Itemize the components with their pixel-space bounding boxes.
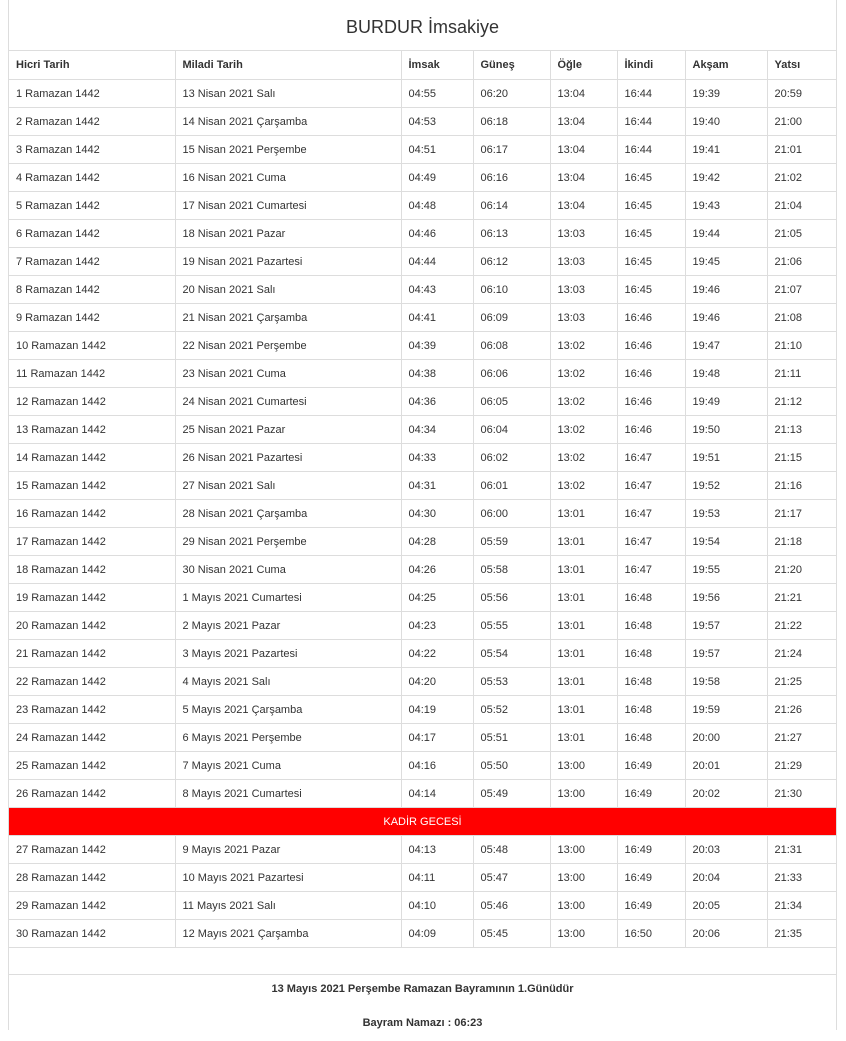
cell-imsak: 04:39 (401, 332, 473, 360)
cell-aksam: 19:46 (685, 276, 767, 304)
cell-ikindi: 16:45 (617, 192, 685, 220)
cell-ogle: 13:04 (550, 80, 617, 108)
cell-imsak: 04:09 (401, 920, 473, 948)
cell-aksam: 20:06 (685, 920, 767, 948)
cell-yatsi: 21:11 (767, 360, 836, 388)
cell-ikindi: 16:47 (617, 500, 685, 528)
cell-yatsi: 21:29 (767, 752, 836, 780)
cell-ogle: 13:02 (550, 360, 617, 388)
cell-miladi: 29 Nisan 2021 Perşembe (175, 528, 401, 556)
cell-hicri: 10 Ramazan 1442 (9, 332, 175, 360)
cell-imsak: 04:11 (401, 864, 473, 892)
table-row (9, 780, 836, 808)
cell-miladi: 20 Nisan 2021 Salı (175, 276, 401, 304)
cell-miladi: 23 Nisan 2021 Cuma (175, 360, 401, 388)
cell-miladi: 15 Nisan 2021 Perşembe (175, 136, 401, 164)
cell-hicri: 12 Ramazan 1442 (9, 388, 175, 416)
cell-aksam: 20:04 (685, 864, 767, 892)
cell-ikindi: 16:49 (617, 752, 685, 780)
imsakiye-container (8, 0, 837, 1030)
cell-yatsi: 21:35 (767, 920, 836, 948)
cell-gunes: 05:45 (473, 920, 550, 948)
cell-miladi: 19 Nisan 2021 Pazartesi (175, 248, 401, 276)
cell-gunes: 06:00 (473, 500, 550, 528)
cell-yatsi: 21:30 (767, 780, 836, 808)
table-row (9, 892, 836, 920)
cell-gunes: 06:20 (473, 80, 550, 108)
cell-ikindi: 16:46 (617, 388, 685, 416)
cell-yatsi: 21:05 (767, 220, 836, 248)
cell-aksam: 19:52 (685, 472, 767, 500)
cell-hicri: 24 Ramazan 1442 (9, 724, 175, 752)
cell-yatsi: 21:02 (767, 164, 836, 192)
cell-hicri: 5 Ramazan 1442 (9, 192, 175, 220)
table-row (9, 724, 836, 752)
cell-aksam: 19:51 (685, 444, 767, 472)
cell-miladi: 9 Mayıs 2021 Pazar (175, 836, 401, 864)
table-row (9, 108, 836, 136)
cell-imsak: 04:23 (401, 612, 473, 640)
cell-aksam: 20:02 (685, 780, 767, 808)
cell-ikindi: 16:47 (617, 556, 685, 584)
cell-ogle: 13:03 (550, 304, 617, 332)
cell-yatsi: 21:12 (767, 388, 836, 416)
cell-yatsi: 21:06 (767, 248, 836, 276)
cell-aksam: 19:47 (685, 332, 767, 360)
cell-gunes: 06:04 (473, 416, 550, 444)
cell-imsak: 04:36 (401, 388, 473, 416)
cell-ogle: 13:01 (550, 612, 617, 640)
cell-hicri: 4 Ramazan 1442 (9, 164, 175, 192)
cell-imsak: 04:53 (401, 108, 473, 136)
cell-ikindi: 16:47 (617, 528, 685, 556)
cell-aksam: 20:05 (685, 892, 767, 920)
cell-imsak: 04:46 (401, 220, 473, 248)
cell-imsak: 04:41 (401, 304, 473, 332)
cell-imsak: 04:14 (401, 780, 473, 808)
cell-hicri: 22 Ramazan 1442 (9, 668, 175, 696)
cell-ogle: 13:02 (550, 416, 617, 444)
header-hicri: Hicri Tarih (9, 51, 175, 80)
table-row (9, 360, 836, 388)
table-body-second (9, 836, 836, 948)
cell-miladi: 14 Nisan 2021 Çarşamba (175, 108, 401, 136)
cell-gunes: 06:10 (473, 276, 550, 304)
cell-aksam: 19:44 (685, 220, 767, 248)
cell-yatsi: 21:25 (767, 668, 836, 696)
cell-hicri: 19 Ramazan 1442 (9, 584, 175, 612)
cell-imsak: 04:31 (401, 472, 473, 500)
cell-ogle: 13:01 (550, 528, 617, 556)
cell-miladi: 10 Mayıs 2021 Pazartesi (175, 864, 401, 892)
table-row (9, 164, 836, 192)
cell-yatsi: 21:33 (767, 864, 836, 892)
header-ikindi: İkindi (617, 51, 685, 80)
cell-gunes: 05:51 (473, 724, 550, 752)
cell-hicri: 29 Ramazan 1442 (9, 892, 175, 920)
cell-hicri: 23 Ramazan 1442 (9, 696, 175, 724)
table-row (9, 752, 836, 780)
cell-ikindi: 16:48 (617, 696, 685, 724)
cell-imsak: 04:48 (401, 192, 473, 220)
cell-yatsi: 21:10 (767, 332, 836, 360)
cell-ogle: 13:01 (550, 500, 617, 528)
cell-hicri: 27 Ramazan 1442 (9, 836, 175, 864)
cell-ikindi: 16:44 (617, 136, 685, 164)
table-header-row (9, 51, 836, 80)
cell-miladi: 21 Nisan 2021 Çarşamba (175, 304, 401, 332)
cell-hicri: 7 Ramazan 1442 (9, 248, 175, 276)
cell-aksam: 19:56 (685, 584, 767, 612)
header-ogle: Öğle (550, 51, 617, 80)
cell-imsak: 04:22 (401, 640, 473, 668)
cell-gunes: 06:05 (473, 388, 550, 416)
cell-hicri: 13 Ramazan 1442 (9, 416, 175, 444)
cell-ogle: 13:01 (550, 696, 617, 724)
cell-aksam: 19:45 (685, 248, 767, 276)
cell-miladi: 30 Nisan 2021 Cuma (175, 556, 401, 584)
cell-ikindi: 16:46 (617, 304, 685, 332)
cell-gunes: 06:08 (473, 332, 550, 360)
cell-ikindi: 16:48 (617, 724, 685, 752)
cell-aksam: 20:03 (685, 836, 767, 864)
cell-hicri: 11 Ramazan 1442 (9, 360, 175, 388)
page-title: BURDUR İmsakiye (9, 0, 836, 51)
cell-ogle: 13:02 (550, 472, 617, 500)
cell-miladi: 18 Nisan 2021 Pazar (175, 220, 401, 248)
table-row (9, 80, 836, 108)
cell-ogle: 13:04 (550, 164, 617, 192)
cell-ogle: 13:01 (550, 668, 617, 696)
cell-miladi: 27 Nisan 2021 Salı (175, 472, 401, 500)
cell-gunes: 06:06 (473, 360, 550, 388)
cell-imsak: 04:34 (401, 416, 473, 444)
cell-hicri: 2 Ramazan 1442 (9, 108, 175, 136)
cell-ogle: 13:00 (550, 864, 617, 892)
table-row (9, 332, 836, 360)
cell-yatsi: 21:34 (767, 892, 836, 920)
cell-ogle: 13:04 (550, 192, 617, 220)
cell-gunes: 06:02 (473, 444, 550, 472)
cell-hicri: 28 Ramazan 1442 (9, 864, 175, 892)
cell-aksam: 19:42 (685, 164, 767, 192)
cell-hicri: 16 Ramazan 1442 (9, 500, 175, 528)
cell-hicri: 17 Ramazan 1442 (9, 528, 175, 556)
table-row (9, 276, 836, 304)
table-spacer (9, 948, 836, 975)
cell-imsak: 04:28 (401, 528, 473, 556)
cell-imsak: 04:10 (401, 892, 473, 920)
table-row (9, 696, 836, 724)
cell-ogle: 13:00 (550, 892, 617, 920)
cell-imsak: 04:55 (401, 80, 473, 108)
cell-gunes: 06:12 (473, 248, 550, 276)
cell-aksam: 19:57 (685, 640, 767, 668)
header-aksam: Akşam (685, 51, 767, 80)
cell-yatsi: 21:31 (767, 836, 836, 864)
cell-ikindi: 16:47 (617, 444, 685, 472)
cell-ogle: 13:00 (550, 780, 617, 808)
cell-gunes: 05:47 (473, 864, 550, 892)
cell-ogle: 13:03 (550, 220, 617, 248)
cell-yatsi: 21:20 (767, 556, 836, 584)
cell-ogle: 13:03 (550, 248, 617, 276)
cell-imsak: 04:44 (401, 248, 473, 276)
table-row (9, 556, 836, 584)
cell-ikindi: 16:48 (617, 612, 685, 640)
cell-gunes: 05:55 (473, 612, 550, 640)
table-row (9, 668, 836, 696)
table-body-first (9, 80, 836, 808)
cell-ikindi: 16:49 (617, 864, 685, 892)
cell-aksam: 19:55 (685, 556, 767, 584)
cell-gunes: 06:13 (473, 220, 550, 248)
cell-gunes: 05:46 (473, 892, 550, 920)
cell-gunes: 05:50 (473, 752, 550, 780)
table-row (9, 416, 836, 444)
cell-imsak: 04:49 (401, 164, 473, 192)
cell-yatsi: 21:18 (767, 528, 836, 556)
cell-yatsi: 20:59 (767, 80, 836, 108)
cell-imsak: 04:16 (401, 752, 473, 780)
cell-yatsi: 21:15 (767, 444, 836, 472)
cell-ikindi: 16:45 (617, 248, 685, 276)
cell-hicri: 15 Ramazan 1442 (9, 472, 175, 500)
cell-miladi: 4 Mayıs 2021 Salı (175, 668, 401, 696)
bayram-namazi-note: Bayram Namazı : 06:23 (362, 1017, 483, 1029)
cell-ogle: 13:02 (550, 444, 617, 472)
cell-aksam: 19:40 (685, 108, 767, 136)
cell-imsak: 04:33 (401, 444, 473, 472)
cell-hicri: 25 Ramazan 1442 (9, 752, 175, 780)
cell-ogle: 13:00 (550, 752, 617, 780)
cell-imsak: 04:30 (401, 500, 473, 528)
cell-ogle: 13:02 (550, 332, 617, 360)
cell-yatsi: 21:16 (767, 472, 836, 500)
table-row (9, 640, 836, 668)
table-row (9, 136, 836, 164)
cell-miladi: 28 Nisan 2021 Çarşamba (175, 500, 401, 528)
cell-ogle: 13:03 (550, 276, 617, 304)
cell-ogle: 13:04 (550, 108, 617, 136)
table-row (9, 192, 836, 220)
cell-yatsi: 21:01 (767, 136, 836, 164)
cell-yatsi: 21:21 (767, 584, 836, 612)
header-gunes: Güneş (473, 51, 550, 80)
cell-gunes: 06:14 (473, 192, 550, 220)
cell-ikindi: 16:46 (617, 332, 685, 360)
table-body-special (9, 808, 836, 836)
header-yatsi: Yatsı (767, 51, 836, 80)
cell-gunes: 06:17 (473, 136, 550, 164)
cell-hicri: 20 Ramazan 1442 (9, 612, 175, 640)
cell-ikindi: 16:48 (617, 584, 685, 612)
cell-gunes: 05:54 (473, 640, 550, 668)
cell-aksam: 20:01 (685, 752, 767, 780)
cell-imsak: 04:19 (401, 696, 473, 724)
cell-gunes: 05:53 (473, 668, 550, 696)
cell-hicri: 9 Ramazan 1442 (9, 304, 175, 332)
cell-hicri: 6 Ramazan 1442 (9, 220, 175, 248)
cell-imsak: 04:13 (401, 836, 473, 864)
cell-aksam: 19:39 (685, 80, 767, 108)
cell-miladi: 12 Mayıs 2021 Çarşamba (175, 920, 401, 948)
kadir-gecesi-row (9, 808, 836, 836)
table-row (9, 304, 836, 332)
cell-ogle: 13:04 (550, 136, 617, 164)
cell-miladi: 13 Nisan 2021 Salı (175, 80, 401, 108)
cell-gunes: 05:49 (473, 780, 550, 808)
cell-aksam: 19:43 (685, 192, 767, 220)
cell-miladi: 1 Mayıs 2021 Cumartesi (175, 584, 401, 612)
cell-ikindi: 16:47 (617, 472, 685, 500)
cell-aksam: 19:58 (685, 668, 767, 696)
header-miladi: Miladi Tarih (175, 51, 401, 80)
cell-ikindi: 16:45 (617, 164, 685, 192)
cell-miladi: 16 Nisan 2021 Cuma (175, 164, 401, 192)
cell-gunes: 05:56 (473, 584, 550, 612)
cell-yatsi: 21:24 (767, 640, 836, 668)
cell-ogle: 13:01 (550, 640, 617, 668)
table-row (9, 388, 836, 416)
header-imsak: İmsak (401, 51, 473, 80)
cell-aksam: 19:57 (685, 612, 767, 640)
cell-ikindi: 16:46 (617, 360, 685, 388)
cell-hicri: 14 Ramazan 1442 (9, 444, 175, 472)
cell-ikindi: 16:46 (617, 416, 685, 444)
cell-yatsi: 21:07 (767, 276, 836, 304)
cell-aksam: 19:49 (685, 388, 767, 416)
cell-gunes: 06:18 (473, 108, 550, 136)
cell-aksam: 19:50 (685, 416, 767, 444)
cell-yatsi: 21:13 (767, 416, 836, 444)
cell-imsak: 04:51 (401, 136, 473, 164)
cell-miladi: 2 Mayıs 2021 Pazar (175, 612, 401, 640)
cell-ikindi: 16:48 (617, 668, 685, 696)
cell-yatsi: 21:17 (767, 500, 836, 528)
cell-gunes: 06:01 (473, 472, 550, 500)
cell-ogle: 13:01 (550, 584, 617, 612)
table-row (9, 836, 836, 864)
cell-hicri: 18 Ramazan 1442 (9, 556, 175, 584)
cell-aksam: 19:48 (685, 360, 767, 388)
cell-gunes: 06:16 (473, 164, 550, 192)
cell-ikindi: 16:50 (617, 920, 685, 948)
cell-gunes: 05:58 (473, 556, 550, 584)
cell-ikindi: 16:44 (617, 80, 685, 108)
cell-ogle: 13:01 (550, 556, 617, 584)
cell-yatsi: 21:22 (767, 612, 836, 640)
cell-ogle: 13:01 (550, 724, 617, 752)
cell-imsak: 04:25 (401, 584, 473, 612)
cell-ogle: 13:00 (550, 836, 617, 864)
cell-gunes: 05:52 (473, 696, 550, 724)
cell-miladi: 8 Mayıs 2021 Cumartesi (175, 780, 401, 808)
cell-miladi: 11 Mayıs 2021 Salı (175, 892, 401, 920)
cell-imsak: 04:17 (401, 724, 473, 752)
cell-ikindi: 16:44 (617, 108, 685, 136)
cell-ikindi: 16:45 (617, 276, 685, 304)
kadir-gecesi-label: KADİR GECESİ (9, 808, 836, 836)
cell-aksam: 19:41 (685, 136, 767, 164)
cell-yatsi: 21:04 (767, 192, 836, 220)
cell-miladi: 3 Mayıs 2021 Pazartesi (175, 640, 401, 668)
cell-yatsi: 21:08 (767, 304, 836, 332)
table-row (9, 864, 836, 892)
cell-miladi: 26 Nisan 2021 Pazartesi (175, 444, 401, 472)
cell-hicri: 26 Ramazan 1442 (9, 780, 175, 808)
cell-gunes: 05:59 (473, 528, 550, 556)
cell-hicri: 8 Ramazan 1442 (9, 276, 175, 304)
table-row (9, 584, 836, 612)
cell-ogle: 13:02 (550, 388, 617, 416)
cell-miladi: 24 Nisan 2021 Cumartesi (175, 388, 401, 416)
cell-imsak: 04:38 (401, 360, 473, 388)
cell-ikindi: 16:48 (617, 640, 685, 668)
cell-yatsi: 21:00 (767, 108, 836, 136)
imsakiye-table (9, 51, 836, 948)
cell-miladi: 6 Mayıs 2021 Perşembe (175, 724, 401, 752)
cell-yatsi: 21:26 (767, 696, 836, 724)
table-row (9, 612, 836, 640)
table-row (9, 920, 836, 948)
table-row (9, 528, 836, 556)
table-row (9, 500, 836, 528)
table-row (9, 472, 836, 500)
cell-miladi: 25 Nisan 2021 Pazar (175, 416, 401, 444)
cell-hicri: 21 Ramazan 1442 (9, 640, 175, 668)
cell-miladi: 7 Mayıs 2021 Cuma (175, 752, 401, 780)
cell-imsak: 04:26 (401, 556, 473, 584)
cell-miladi: 17 Nisan 2021 Cumartesi (175, 192, 401, 220)
cell-hicri: 30 Ramazan 1442 (9, 920, 175, 948)
cell-aksam: 19:53 (685, 500, 767, 528)
cell-gunes: 06:09 (473, 304, 550, 332)
cell-ogle: 13:00 (550, 920, 617, 948)
cell-ikindi: 16:49 (617, 836, 685, 864)
cell-imsak: 04:20 (401, 668, 473, 696)
cell-aksam: 19:59 (685, 696, 767, 724)
cell-imsak: 04:43 (401, 276, 473, 304)
table-row (9, 220, 836, 248)
table-row (9, 248, 836, 276)
cell-ikindi: 16:45 (617, 220, 685, 248)
cell-yatsi: 21:27 (767, 724, 836, 752)
cell-aksam: 20:00 (685, 724, 767, 752)
cell-miladi: 22 Nisan 2021 Perşembe (175, 332, 401, 360)
cell-ikindi: 16:49 (617, 780, 685, 808)
cell-hicri: 1 Ramazan 1442 (9, 80, 175, 108)
table-row (9, 444, 836, 472)
cell-aksam: 19:46 (685, 304, 767, 332)
cell-miladi: 5 Mayıs 2021 Çarşamba (175, 696, 401, 724)
cell-ikindi: 16:49 (617, 892, 685, 920)
cell-aksam: 19:54 (685, 528, 767, 556)
bayram-note: 13 Mayıs 2021 Perşembe Ramazan Bayramının 1.Günüdür (271, 983, 574, 995)
cell-gunes: 05:48 (473, 836, 550, 864)
cell-hicri: 3 Ramazan 1442 (9, 136, 175, 164)
